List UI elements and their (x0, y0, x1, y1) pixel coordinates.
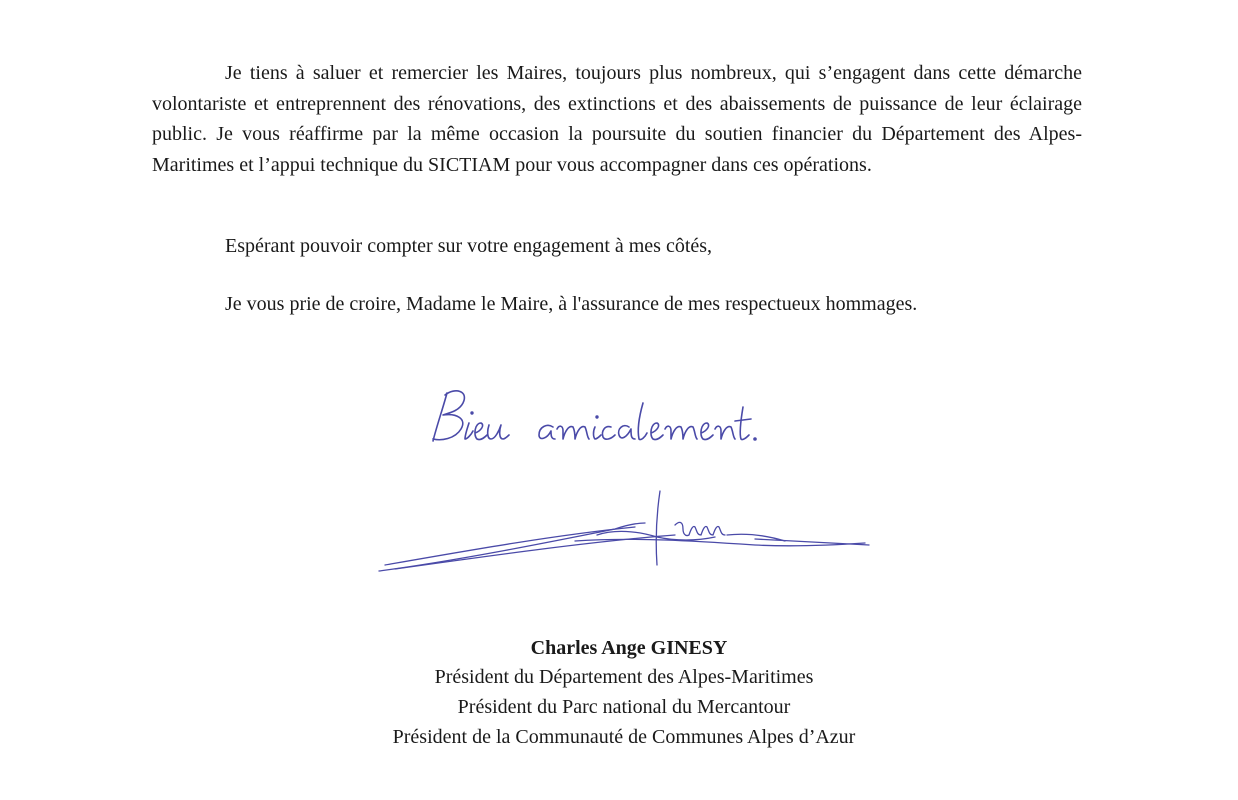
paragraph-hope: Espérant pouvoir compter sur votre engagement à mes côtés, (225, 235, 713, 257)
paragraph-thanks: Je tiens à saluer et remercier les Maires, toujours plus nombreux, qui s’engagent dans cette démarche volontariste et entreprennent des rénovations, des extinctions et des abaissements de puissance de leur éclairage public. Je vous réaffirme par la même occasion la poursuite du soutien financier du Département des Alpes-Maritimes et l’appui technique du SICTIAM pour vous accompagner dans ces opérations. (152, 62, 1082, 176)
signature (375, 485, 875, 575)
signatory-title: Président de la Communauté de Communes Alpes d’Azur (392, 726, 856, 748)
signatory-name: Charles Ange GINESY (530, 637, 728, 659)
signatory-title: Président du Parc national du Mercantour (457, 696, 791, 718)
signatory-title: Président du Département des Alpes-Maritimes (434, 666, 814, 688)
paragraph-closing: Je vous prie de croire, Madame le Maire, à l'assurance de mes respectueux hommages. (225, 293, 918, 315)
handwritten-note (425, 383, 785, 453)
